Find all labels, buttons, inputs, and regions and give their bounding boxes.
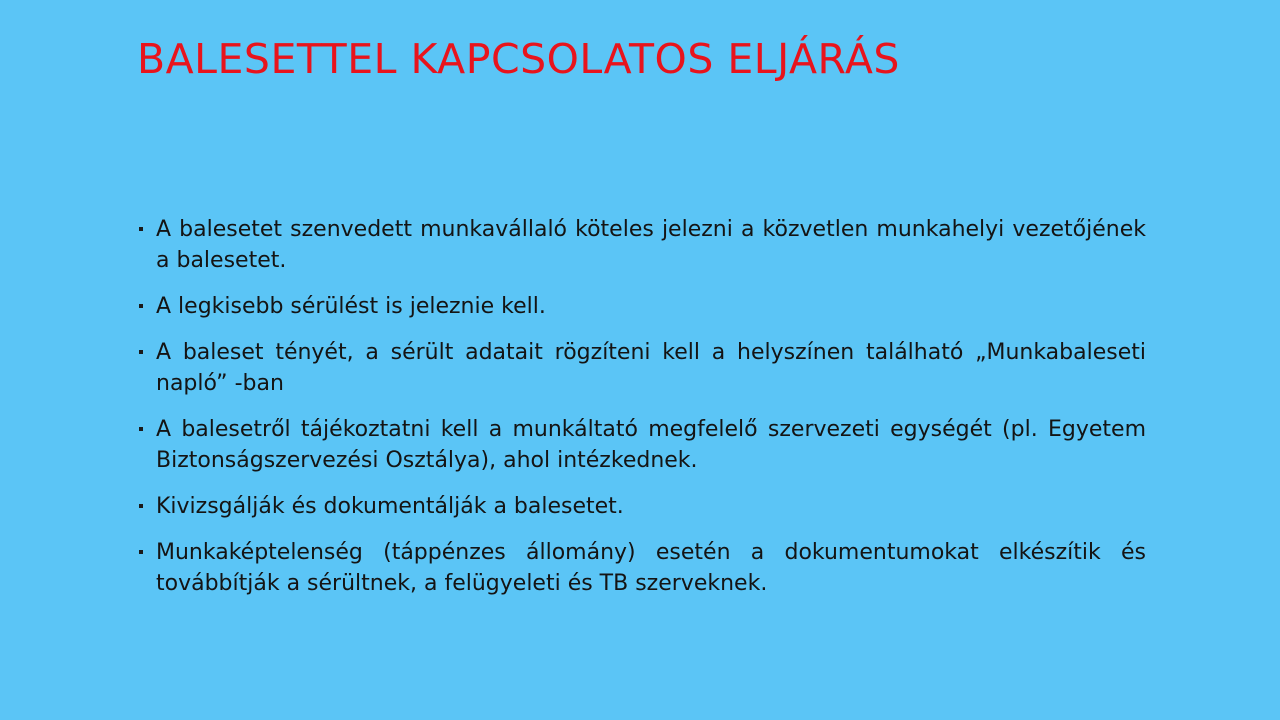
bullet-item xyxy=(136,537,1146,599)
bullet-item xyxy=(136,414,1146,476)
bullet-text: Munkaképtelenség (táppénzes állomány) esetén a dokumentumokat elkészítik és továbbítják a sérültnek, a felügyeleti és TB szerveknek. xyxy=(156,540,1146,596)
bullet-text: A baleset tényét, a sérült adatait rögzíteni kell a helyszínen található „Munkabaleseti napló” -ban xyxy=(156,340,1146,396)
bullet-item xyxy=(136,337,1146,399)
square-bullet-icon xyxy=(139,350,143,354)
slide-title: BALESETTEL KAPCSOLATOS ELJÁRÁS xyxy=(137,35,900,83)
square-bullet-icon xyxy=(139,550,143,554)
bullet-text: A balesetet szenvedett munkavállaló köteles jelezni a közvetlen munkahelyi vezetőjének a balesetet. xyxy=(156,217,1146,273)
square-bullet-icon xyxy=(139,227,143,231)
bullet-item xyxy=(136,214,1146,276)
bullet-item xyxy=(136,491,1146,522)
square-bullet-icon xyxy=(139,304,143,308)
bullet-text: A balesetről tájékoztatni kell a munkáltató megfelelő szervezeti egységét (pl. Egyetem Biztonságszervezési Osztálya), ahol intézkednek. xyxy=(156,417,1146,473)
square-bullet-icon xyxy=(139,427,143,431)
bullet-list xyxy=(136,214,1146,614)
square-bullet-icon xyxy=(139,504,143,508)
bullet-text: A legkisebb sérülést is jeleznie kell. xyxy=(156,294,546,319)
bullet-item xyxy=(136,291,1146,322)
bullet-text: Kivizsgálják és dokumentálják a balesetet. xyxy=(156,494,624,519)
